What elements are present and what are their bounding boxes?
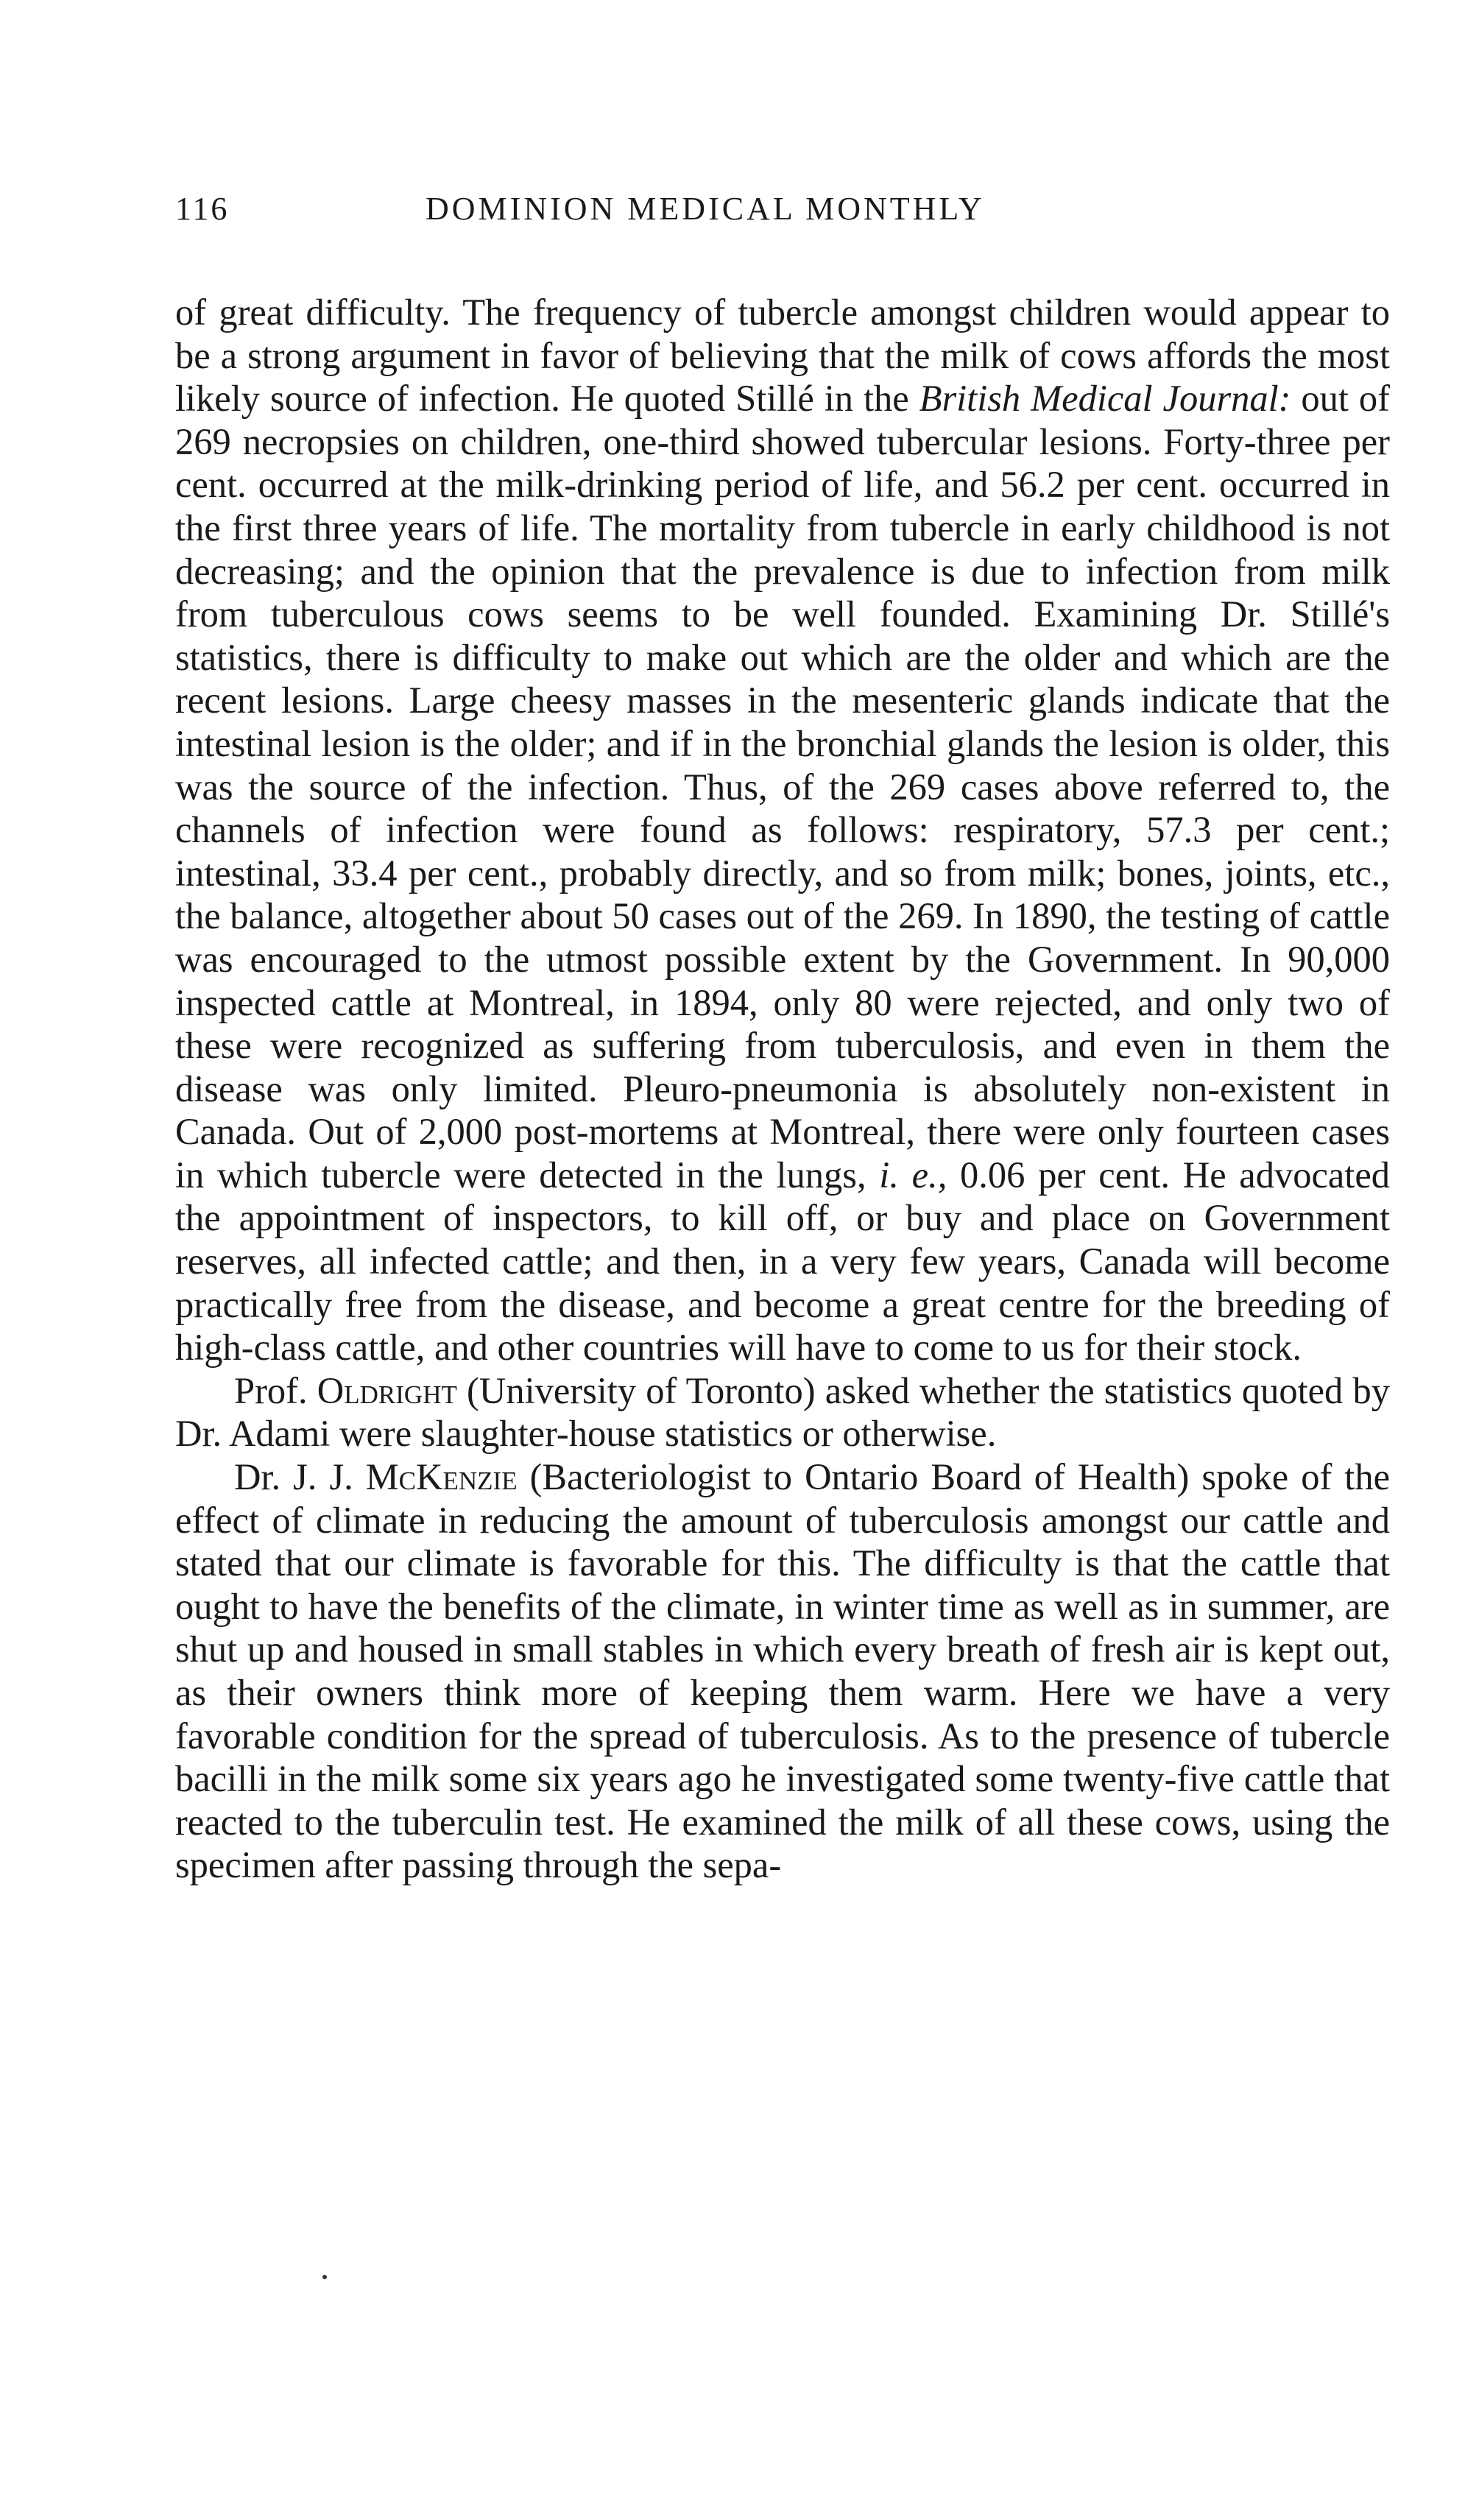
page-number: 116: [175, 191, 230, 227]
paragraph-1-text-a: of great difficulty. The frequency of tubercle amongst children would appear to be a strong argument in favor of believing that the milk of cows affords the most likely source of infection. He quoted Stillé in the: [175, 292, 1390, 420]
speaker-prefix: Dr. J. J.: [234, 1456, 366, 1498]
body-text: [175, 291, 1390, 1887]
paragraph-3-text: (Bacteriologist to Ontario Board of Health) spoke of the effect of climate in reducing the amount of tuberculosis amongst our cattle and stated that our climate is favorable for this. The difficulty is that the cattle that ought to have the benefits of the climate, in winter time as well as in summer, are shut up and housed in small stables in which every breath of fresh air is kept out, as their owners think more of keeping them warm. Here we have a very favorable condition for the spread of tuberculosis. As to the presence of tubercle bacilli in the milk some six years ago he investigated some twenty-five cattle that reacted to the tuberculin test. He examined the milk of all these cows, using the specimen after passing through the sepa-: [175, 1456, 1390, 1886]
running-head: [175, 190, 1390, 241]
id-est: i. e.,: [879, 1154, 947, 1196]
paragraph-2-text: (University of Toronto) asked whether the statistics quoted by Dr. Adami were slaughter-house statistics or otherwise.: [175, 1369, 1390, 1455]
paragraph-continuation: [175, 291, 1390, 1369]
speaker-name: Oldright: [317, 1369, 457, 1411]
print-speck: [322, 2275, 327, 2279]
paragraph-mckenzie: [175, 1455, 1390, 1887]
paragraph-oldright: [175, 1369, 1390, 1455]
journal-citation: British Medical Journal:: [919, 378, 1291, 420]
journal-title: DOMINION MEDICAL MONTHLY: [426, 191, 985, 227]
speaker-name: McKenzie: [365, 1456, 518, 1498]
paragraph-1-text-b: out of 269 necropsies on children, one-third showed tubercular lesions. Forty-three per cent. occurred at the milk-drinking period of life, and 56.2 per cent. occurred in the first three years of life. The mortality from tubercle in early childhood is not decreasing; and the opinion that the prevalence is due to infection from milk from tuberculous cows seems to be well founded. Examining Dr. Stillé's statistics, there is difficulty to make out which are the older and which are the recent lesions. Large cheesy masses in the mesenteric glands indicate that the intestinal lesion is the older; and if in the bronchial glands the lesion is older, this was the source of the infection. Thus, of the 269 cases above referred to, the channels of infection were found as follows: respiratory, 57.3 per cent.; intestinal, 33.4 per cent., probably directly, and so from milk; bones, joints, etc., the balance, altogether about 50 cases out of the 269. In 1890, the testing of cattle was encouraged to the utmost possible extent by the Government. In 90,000 inspected cattle at Montreal, in 1894, only 80 were rejected, and only two of these were recognized as suffering from tuberculosis, and even in them the disease was only limited. Pleuro-pneumonia is absolutely non-existent in Canada. Out of 2,000 post-mortems at Montreal, there were only fourteen cases in which tubercle were detected in the lungs,: [175, 378, 1390, 1196]
speaker-prefix: Prof.: [234, 1369, 317, 1411]
paragraph-1-text-c: 0.06 per cent. He advocated the appointment of inspectors, to kill off, or buy and place on Government reserves, all infected cattle; and then, in a very few years, Canada will become practically free from the disease, and become a great centre for the breeding of high-class cattle, and other countries will have to come to us for their stock.: [175, 1154, 1390, 1369]
